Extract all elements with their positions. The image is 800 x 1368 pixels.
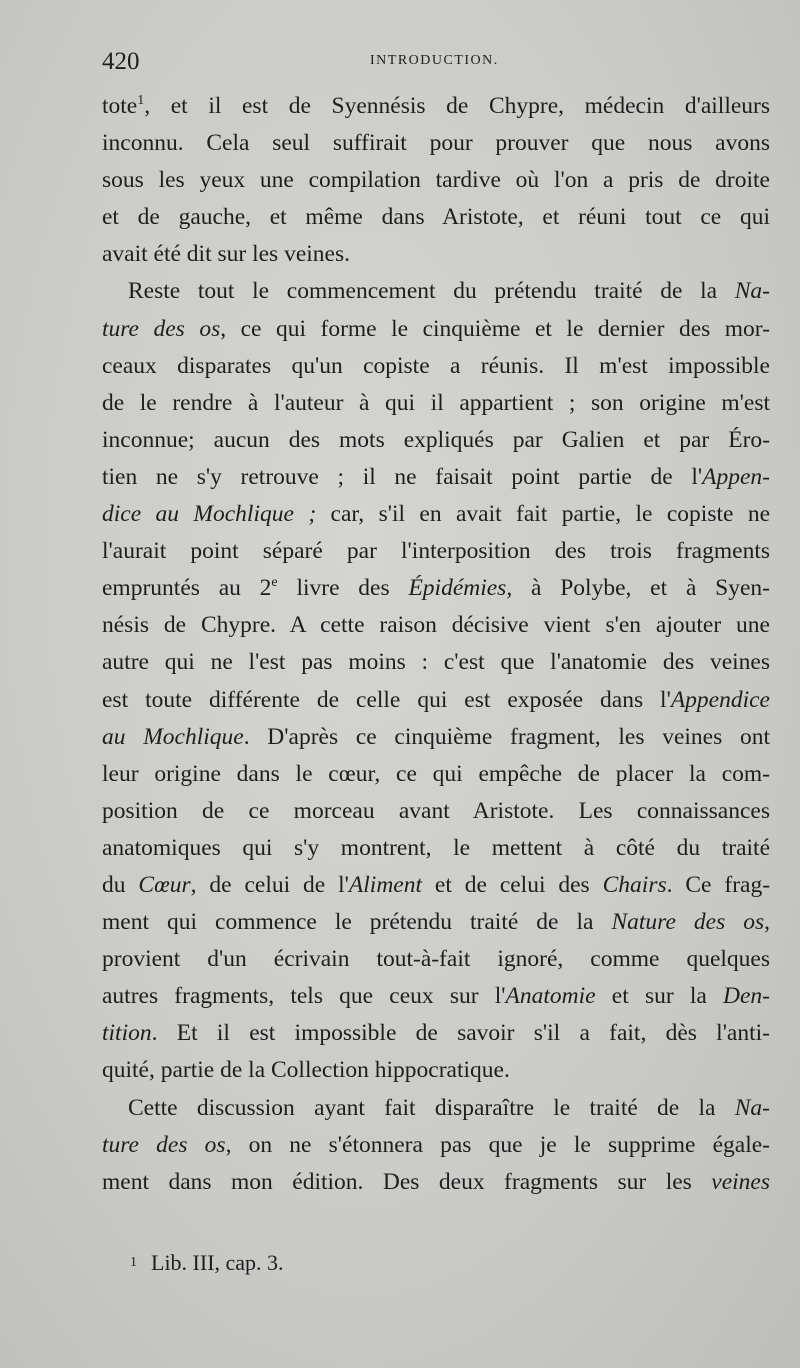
- text-segment: est toute différente de celle qui est exposée dans l': [102, 686, 671, 713]
- text-segment: sous les yeux une compilation tardive où l'on a pris de droite: [102, 167, 770, 194]
- text-line: [102, 1090, 770, 1127]
- text-segment: tien ne s'y retrouve ; il ne faisait point partie de l': [102, 463, 703, 490]
- text-segment: l'aurait point séparé par l'interposition des trois fragments: [102, 538, 770, 565]
- text-segment: quité, partie de la Collection hippocratique.: [102, 1057, 510, 1084]
- italic-text: Anatomie: [505, 983, 596, 1010]
- text-line: [102, 793, 770, 830]
- text-segment: Cette discussion ayant fait disparaître le traité de la: [128, 1094, 735, 1121]
- text-segment: ,: [764, 909, 770, 936]
- text-segment: et de gauche, et même dans Aristote, et réuni tout ce qui: [102, 204, 770, 231]
- text-line: [102, 236, 770, 273]
- italic-text: ture des os: [102, 1131, 226, 1158]
- text-segment: provient d'un écrivain tout-à-fait ignoré, comme quelques: [102, 946, 770, 973]
- text-line: [102, 125, 770, 162]
- text-line: [102, 199, 770, 236]
- text-line: [102, 162, 770, 199]
- text-segment: . Et il est impossible de savoir s'il a fait, dès l'anti-: [151, 1020, 770, 1047]
- text-line: [102, 978, 770, 1015]
- italic-text: tition: [102, 1020, 152, 1047]
- text-segment: inconnu. Cela seul suffirait pour prouver que nous avons: [102, 130, 770, 157]
- text-segment: , de celui de l': [190, 871, 349, 898]
- text-segment: Reste tout le commencement du prétendu traité de la: [128, 278, 735, 305]
- text-line: [102, 422, 770, 459]
- footnote-text: Lib. III, cap. 3.: [151, 1250, 284, 1275]
- italic-text: dice au Mochlique ;: [102, 501, 317, 528]
- text-segment: , ce qui forme le cinquième et le dernier des mor-: [220, 315, 770, 342]
- italic-text: Na-: [734, 1094, 770, 1121]
- text-segment: nésis de Chypre. A cette raison décisive vient s'en ajouter une: [102, 612, 770, 639]
- text-line: [102, 1164, 770, 1201]
- text-line: [102, 607, 770, 644]
- text-segment: du: [102, 871, 139, 898]
- italic-text: Aliment: [348, 871, 422, 898]
- page-number: 420: [102, 48, 140, 75]
- text-segment: ment qui commence le prétendu traité de la: [102, 909, 612, 936]
- italic-text: Cœur: [138, 871, 191, 898]
- italic-text: Appendice: [670, 686, 770, 713]
- text-line: [102, 867, 770, 904]
- footnote: [130, 1248, 284, 1278]
- text-segment: tote: [102, 93, 138, 119]
- text-segment: ment dans mon édition. Des deux fragments sur les: [102, 1168, 712, 1195]
- text-line: [102, 348, 770, 385]
- text-segment: et de celui des: [422, 871, 603, 898]
- text-line: [102, 496, 770, 533]
- italic-text: Chairs: [602, 871, 667, 898]
- text-segment: inconnue; aucun des mots expliqués par Galien et par Éro-: [102, 426, 770, 453]
- italic-text: au Mochlique: [102, 723, 244, 750]
- text-line: [102, 719, 770, 756]
- text-segment: empruntés au 2: [102, 575, 272, 602]
- text-segment: , à Polybe, et à Syen-: [506, 575, 770, 602]
- text-line: [102, 682, 770, 719]
- text-line: [102, 1127, 770, 1164]
- body-text: [102, 88, 770, 1201]
- text-line: [102, 830, 770, 867]
- text-line: [102, 1052, 770, 1089]
- text-segment: , et il est de Syennésis de Chypre, médecin d'ailleurs: [144, 93, 770, 119]
- text-segment: , on ne s'étonnera pas que je le supprime égale-: [225, 1131, 770, 1158]
- superscript: e: [271, 575, 278, 591]
- text-line: [102, 904, 770, 941]
- text-segment: et sur la: [595, 983, 724, 1010]
- text-segment: position de ce morceau avant Aristote. Les connaissances: [102, 797, 770, 824]
- text-line: [102, 756, 770, 793]
- text-segment: leur origine dans le cœur, ce qui empêche de placer la com-: [102, 760, 770, 787]
- running-head: INTRODUCTION.: [370, 53, 499, 68]
- italic-text: Appen-: [702, 463, 770, 490]
- italic-text: veines: [711, 1168, 770, 1195]
- text-line: [102, 88, 770, 125]
- footnote-mark: 1: [130, 1255, 137, 1270]
- italic-text: ture des os: [102, 315, 221, 342]
- text-line: [102, 941, 770, 978]
- text-segment: car, s'il en avait fait partie, le copiste ne: [316, 501, 771, 528]
- text-segment: livre des: [277, 575, 409, 602]
- text-line: [102, 533, 770, 570]
- text-line: [102, 385, 770, 422]
- text-line: [102, 570, 770, 607]
- text-segment: autres fragments, tels que ceux sur l': [102, 983, 506, 1010]
- page-header: [102, 48, 770, 82]
- italic-text: Épidémies: [408, 575, 507, 602]
- text-line: [102, 644, 770, 681]
- text-segment: . Ce frag-: [666, 871, 771, 898]
- text-segment: avait été dit sur les veines.: [102, 241, 350, 268]
- text-line: [102, 1015, 770, 1052]
- text-line: [102, 459, 770, 496]
- text-segment: autre qui ne l'est pas moins : c'est que l'anatomie des veines: [102, 649, 770, 676]
- text-segment: . D'après ce cinquième fragment, les veines ont: [243, 723, 771, 750]
- italic-text: Den-: [723, 983, 770, 1010]
- superscript: 1: [137, 93, 145, 109]
- italic-text: Nature des os: [611, 909, 765, 936]
- text-segment: de le rendre à l'auteur à qui il appartient ; son origine m'est: [102, 389, 770, 416]
- italic-text: Na-: [734, 278, 770, 305]
- text-line: [102, 273, 770, 310]
- text-line: [102, 311, 770, 348]
- text-segment: anatomiques qui s'y montrent, le mettent à côté du traité: [102, 834, 770, 861]
- text-segment: ceaux disparates qu'un copiste a réunis. Il m'est impossible: [102, 352, 770, 379]
